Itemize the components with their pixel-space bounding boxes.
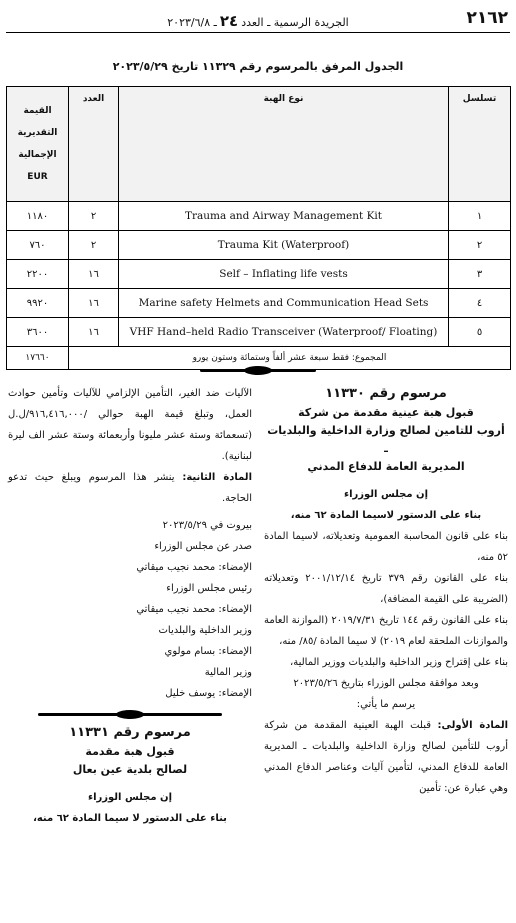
decree-subtitle: قبول هبة مقدمة [85, 745, 175, 758]
cell-serial: ٢ [449, 231, 511, 260]
cell-type: Self – Inflating life vests [119, 260, 449, 289]
decree-title: مرسوم رقم ١١٣٣٠ [325, 386, 447, 401]
signature-role: وزير المالية [204, 667, 252, 678]
decree-subtitle: قبول هبة عينية مقدمة من شركة [298, 406, 474, 419]
gazette-issue [156, 12, 360, 30]
basis-clause: بناء على القانون رقم ٣٧٩ تاريخ ٢٠٠١/١٢/١٤ وتعديلاته (الضريبة على القيمة المضافة)، [264, 573, 508, 605]
cell-serial: ١ [449, 202, 511, 231]
col-value-line: التقديرية [17, 128, 58, 138]
cell-value: ٢٢٠٠ [7, 260, 69, 289]
header-rule [6, 32, 510, 33]
decree-authority: إن مجلس الوزراء [343, 489, 429, 500]
cell-value: ٩٩٢٠ [7, 289, 69, 318]
cell-count: ١٦ [69, 289, 119, 318]
col-value-line: القيمة [23, 106, 52, 116]
cell-type: VHF Hand–held Radio Transceiver (Waterproof/ Floating) [119, 318, 449, 347]
article-text: ينشر هذا المرسوم ويبلغ حيث تدعو الحاجة. [8, 472, 252, 504]
article-label: المادة الثانية: [182, 472, 252, 483]
gazette-name: الجريدة الرسمية ـ العدد [241, 16, 349, 29]
cell-serial: ٥ [449, 318, 511, 347]
cell-count: ٢ [69, 202, 119, 231]
place-date: بيروت في ٢٠٢٣/٥/٢٩ [162, 520, 252, 531]
issue-number: ٢٤ [219, 12, 239, 30]
basis-clause: بناء على القانون رقم ١٤٤ تاريخ ٢٠١٩/٧/٣١ (الموازنة العامة والموازنات الملحقة لعام ٢٠١٩) لا سيما المادة /٨٥/ منه، [264, 615, 508, 647]
signature-name: الإمضاء: يوسف خليل [165, 688, 252, 699]
decree-subtitle: أروب للتامين لصالح وزارة الداخلية والبلديات ـ [267, 424, 505, 455]
page-number: ٢١٦٢ [466, 8, 508, 28]
signature-role: رئيس مجلس الوزراء [166, 583, 252, 594]
signature-name: الإمضاء: محمد نجيب ميقاتي [136, 604, 252, 615]
table-row [7, 231, 511, 260]
issue-date: ـ ٢٠٢٣/٦/٨ [167, 16, 217, 29]
cell-count: ٢ [69, 231, 119, 260]
page-header [6, 6, 510, 32]
signature-name: الإمضاء: بسام مولوي [164, 646, 252, 657]
table-row [7, 260, 511, 289]
basis-clause: بناء على الدستور لا سيما المادة ٦٢ منه، [33, 813, 227, 824]
decree-title: مرسوم رقم ١١٣٣١ [69, 725, 191, 740]
basis-clause: بناء على إقتراح وزير الداخلية والبلديات ووزير المالية، [290, 657, 508, 668]
table-row [7, 202, 511, 231]
col-value [7, 87, 69, 202]
decree-formula: يرسم ما يأتي: [356, 699, 416, 710]
annex-table [6, 86, 511, 370]
basis-clause: بناء على الدستور لاسيما المادة ٦٢ منه، [290, 510, 482, 521]
annex-title: الجدول المرفق بالمرسوم رقم ١١٣٢٩ تاريخ ٢٠٢٣/٥/٢٩ [112, 60, 404, 73]
decree-subtitle: المديرية العامة للدفاع المدني [307, 460, 465, 473]
decree-subtitle: لصالح بلدية عين بعال [72, 763, 188, 776]
article-2 [8, 467, 252, 509]
cell-serial: ٣ [449, 260, 511, 289]
article-label: المادة الأولى: [437, 720, 509, 731]
cell-value: ١١٨٠ [7, 202, 69, 231]
decree-divider [8, 708, 252, 720]
section-divider [200, 369, 316, 372]
total-value: ١٧٦٦٠ [7, 347, 69, 370]
basis-clause: وبعد موافقة مجلس الوزراء بتاريخ ٢٠٢٣/٥/٢٦ [293, 678, 479, 689]
basis-clause: بناء على قانون المحاسبة العمومية وتعديلاته، لاسيما المادة ٥٢ منه، [264, 531, 508, 563]
cell-type: Trauma Kit (Waterproof) [119, 231, 449, 260]
cell-type: Trauma and Airway Management Kit [119, 202, 449, 231]
col-count: العدد [69, 87, 119, 202]
cell-count: ١٦ [69, 318, 119, 347]
cell-type: Marine safety Helmets and Communication Head Sets [119, 289, 449, 318]
col-serial: تسلسل [449, 87, 511, 202]
col-type: نوع الهبة [119, 87, 449, 202]
article-text: قبلت الهبة العينية المقدمة من شركة أروب للتأمين لصالح وزارة الداخلية والبلديات ـ المديرية العامة للدفاع المدني، لتأمين آليات وعناصر الدفاع المدني وهي عبارة عن: تأمين [264, 720, 508, 794]
table-row [7, 289, 511, 318]
decree-11330-column [264, 383, 508, 799]
total-label: المجموع: فقط سبعة عشر ألفاً وستمائة وستون يورو [69, 347, 511, 370]
signature-name: الإمضاء: محمد نجيب ميقاتي [136, 562, 252, 573]
cell-count: ١٦ [69, 260, 119, 289]
cell-value: ٧٦٠ [7, 231, 69, 260]
decree-authority: إن مجلس الوزراء [87, 792, 173, 803]
signature-role: وزير الداخلية والبلديات [158, 625, 252, 636]
col-value-line: الإجمالية [18, 150, 57, 160]
decree-left-column [8, 383, 252, 829]
table-header-row [7, 87, 511, 202]
signature-role: صدر عن مجلس الوزراء [154, 541, 252, 552]
table-row [7, 318, 511, 347]
article-1 [264, 715, 508, 799]
article-1-continuation: الآليات ضد الغير، التأمين الإلزامي للآليات وتأمين حوادث العمل، وتبلغ قيمة الهبة حوالي /٩١٦,٤١٦,٠٠٠/ل.ل (تسعمائة وستة عشر مليونا وأربعمائة وستة عشر الف ليرة لبنانية). [8, 388, 252, 462]
cell-value: ٣٦٠٠ [7, 318, 69, 347]
cell-serial: ٤ [449, 289, 511, 318]
col-value-currency: EUR [27, 172, 48, 182]
